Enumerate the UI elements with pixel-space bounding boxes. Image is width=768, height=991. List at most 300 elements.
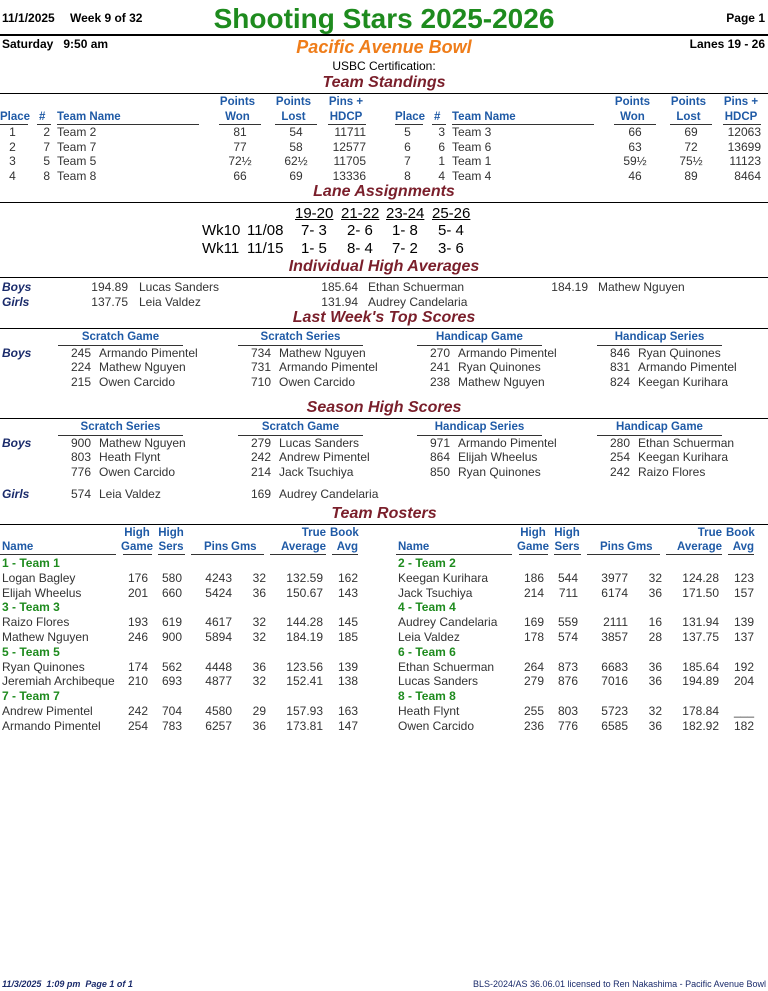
score-value: 279 (250, 436, 271, 450)
high-game-cell: 242 (127, 704, 148, 718)
bowler-name: Armando Pimentel (638, 360, 737, 375)
pins-cell: 2111 (603, 615, 628, 630)
true-average-cell: 185.64 (682, 659, 719, 674)
player-name: Mathew Nguyen (2, 630, 89, 644)
pins-cell: 5723 (601, 704, 628, 718)
average-value: 184.19 (551, 280, 588, 294)
col-pins-header: HDCP (724, 111, 758, 123)
score-value: 776 (70, 464, 91, 479)
col-book-avg-header: Book (330, 527, 359, 539)
bowler-name: Mathew Nguyen (99, 360, 186, 375)
true-average-cell: 194.89 (682, 674, 719, 689)
score-value: 242 (250, 450, 271, 465)
category-header: Scratch Series (260, 331, 341, 343)
score-value: 241 (429, 360, 450, 375)
day-time: Saturday 9:50 am (2, 37, 109, 51)
column-underline (158, 554, 185, 555)
book-average-cell: 137 (733, 630, 754, 644)
bowler-name: Elijah Wheelus (458, 450, 538, 465)
bowler-name: Ethan Schuerman (638, 436, 735, 450)
bowler-name: Keegan Kurihara (638, 450, 729, 465)
bowler-name: Armando Pimentel (458, 346, 557, 360)
points-lost-cell: 75½ (679, 154, 703, 168)
col-pins-header: Pins (204, 541, 229, 553)
lane-pair-header: 21-22 (341, 205, 380, 222)
true-average-cell: 131.94 (682, 615, 719, 630)
place-cell: 1 (9, 125, 16, 139)
col-high-game-header: Game (517, 541, 549, 553)
true-average-cell: 124.28 (682, 570, 719, 585)
col-high-series-header: Sers (554, 541, 580, 553)
last-week-rule (0, 328, 768, 329)
book-average-cell: 145 (337, 615, 358, 630)
column-underline (191, 554, 264, 555)
col-high-game-header: High (124, 527, 150, 539)
col-games-header: Gms (627, 541, 653, 553)
col-high-series-header: Sers (158, 541, 184, 553)
score-value: 864 (429, 450, 450, 465)
book-average-cell: 143 (337, 585, 358, 600)
col-team-header: Team Name (57, 111, 121, 123)
lane-pair-header: 19-20 (295, 205, 334, 222)
column-underline (0, 554, 116, 555)
high-game-cell: 186 (523, 570, 544, 585)
true-average-cell: 184.19 (286, 630, 323, 644)
player-name: Heath Flynt (398, 704, 460, 718)
place-cell: 8 (404, 168, 411, 183)
col-won-header: Points (219, 96, 256, 108)
lanes-rule (0, 202, 768, 203)
bowler-name: Armando Pimentel (279, 360, 378, 375)
lanes-range: Lanes 19 - 26 (689, 37, 765, 51)
team-name-cell: Team 3 (452, 125, 492, 139)
high-game-cell: 210 (127, 674, 148, 689)
girls-label: Girls (2, 295, 30, 309)
player-name: Andrew Pimentel (2, 704, 93, 718)
team-heading: 8 - Team 8 (398, 689, 456, 704)
player-name: Jeremiah Archibeque (2, 674, 115, 689)
games-cell: 32 (252, 570, 266, 585)
true-average-cell: 182.92 (682, 718, 719, 733)
team-name-cell: Team 6 (452, 139, 492, 154)
pins-cell: 4448 (205, 659, 232, 674)
col-true-avg-header: Average (281, 541, 326, 553)
points-lost-cell: 89 (684, 168, 698, 183)
bowler-name: Raizo Flores (638, 464, 706, 479)
high-game-cell: 254 (127, 718, 148, 733)
points-won-cell: 63 (628, 139, 642, 154)
team-num-cell: 1 (438, 154, 445, 168)
report-date: 11/1/2025 (2, 11, 55, 25)
true-average-cell: 137.75 (682, 630, 719, 644)
standings-rule (0, 93, 768, 94)
points-lost-cell: 58 (289, 139, 303, 154)
games-cell: 32 (648, 570, 662, 585)
col-book-avg-header: Avg (732, 541, 754, 553)
true-average-cell: 150.67 (286, 585, 323, 600)
player-name: Audrey Candelaria (398, 615, 498, 630)
player-name: Lucas Sanders (398, 674, 479, 689)
high-game-cell: 174 (127, 659, 148, 674)
bowler-name: Lucas Sanders (279, 436, 360, 450)
book-average-cell: 138 (337, 674, 358, 689)
team-heading: 5 - Team 5 (2, 644, 60, 659)
book-average-cell: 157 (733, 585, 754, 600)
high-series-cell: 562 (161, 659, 182, 674)
col-games-header: Gms (231, 541, 257, 553)
book-average-cell: 162 (337, 570, 358, 585)
pins-cell: 6174 (601, 585, 628, 600)
col-pins-header: Pins + (723, 96, 759, 108)
matchup-cell: 1- 8 (392, 222, 418, 239)
games-cell: 36 (648, 659, 662, 674)
average-value: 131.94 (321, 295, 358, 309)
score-value: 254 (609, 450, 630, 465)
pins-cell: 5424 (205, 585, 232, 600)
team-heading: 6 - Team 6 (398, 644, 456, 659)
season-title: Season High Scores (306, 399, 462, 416)
league-title: Shooting Stars 2025-2026 (213, 3, 555, 34)
score-value: 270 (429, 346, 450, 360)
place-cell: 6 (404, 139, 411, 154)
team-num-cell: 3 (438, 125, 445, 139)
high-series-cell: 574 (557, 630, 578, 644)
score-value: 850 (429, 464, 450, 479)
player-name: Elijah Wheelus (2, 585, 82, 600)
col-team-header: Team Name (452, 111, 516, 123)
games-cell: 29 (252, 704, 266, 718)
footer-printed: 11/3/2025 1:09 pm Page 1 of 1 (2, 979, 133, 989)
score-value: 215 (70, 374, 91, 389)
points-won-cell: 66 (628, 125, 642, 139)
high-game-cell: 236 (523, 718, 544, 733)
column-underline (666, 554, 722, 555)
lanes-title: Lane Assignments (313, 183, 455, 200)
score-value: 280 (609, 436, 630, 450)
pins-hdcp-cell: 13699 (727, 139, 761, 154)
bowler-name: Leia Valdez (99, 487, 161, 501)
book-average-cell: 139 (337, 659, 358, 674)
column-underline (728, 554, 754, 555)
games-cell: 36 (252, 659, 266, 674)
points-lost-cell: 54 (289, 125, 303, 139)
venue-name: Pacific Avenue Bowl (296, 37, 472, 57)
col-lost-header: Lost (281, 111, 306, 123)
week-label: Wk11 (202, 240, 240, 257)
col-won-header: Points (614, 96, 651, 108)
col-num-header: # (39, 111, 46, 123)
team-heading: 7 - Team 7 (2, 689, 60, 704)
pins-cell: 4243 (205, 570, 232, 585)
games-cell: 32 (252, 630, 266, 644)
pins-hdcp-cell: 12063 (727, 125, 761, 139)
high-series-cell: 693 (161, 674, 182, 689)
high-series-cell: 873 (557, 659, 578, 674)
category-header: Handicap Game (436, 331, 523, 343)
col-won-header: Won (620, 111, 645, 123)
average-value: 185.64 (321, 280, 358, 294)
rosters-rule (0, 524, 768, 525)
averages-rule (0, 277, 768, 278)
high-series-cell: 783 (161, 718, 182, 733)
games-cell: 36 (252, 585, 266, 600)
player-name: Jack Tsuchiya (398, 585, 473, 600)
player-name: Raizo Flores (2, 615, 70, 630)
high-series-cell: 876 (557, 674, 578, 689)
team-name-cell: Team 4 (452, 168, 492, 183)
true-average-cell: 132.59 (286, 570, 323, 585)
matchup-cell: 7- 2 (392, 240, 418, 257)
girls-label: Girls (2, 487, 30, 501)
true-average-cell: 152.41 (286, 674, 323, 689)
col-lost-header: Points (275, 96, 312, 108)
team-num-cell: 6 (438, 139, 445, 154)
true-average-cell: 144.28 (286, 615, 323, 630)
footer-license: BLS-2024/AS 36.06.01 licensed to Ren Nakashima - Pacific Avenue Bowl (472, 979, 766, 989)
points-won-cell: 59½ (623, 154, 647, 168)
team-num-cell: 2 (43, 125, 50, 139)
page-number: Page 1 (726, 11, 765, 25)
player-name: Armando Pimentel (2, 718, 101, 733)
score-value: 803 (70, 450, 91, 465)
pins-cell: 3857 (601, 630, 628, 644)
pins-cell: 4617 (205, 615, 232, 630)
column-underline (587, 554, 660, 555)
points-lost-cell: 72 (684, 139, 698, 154)
col-won-header: Won (225, 111, 250, 123)
column-underline (270, 554, 326, 555)
score-value: 169 (250, 487, 271, 501)
matchup-cell: 3- 6 (438, 240, 464, 257)
place-cell: 5 (404, 125, 411, 139)
points-lost-cell: 69 (684, 125, 698, 139)
pins-hdcp-cell: 11711 (334, 125, 366, 139)
score-value: 245 (70, 346, 91, 360)
col-book-avg-header: Avg (336, 541, 358, 553)
true-average-cell: 173.81 (286, 718, 323, 733)
book-average-cell: 139 (733, 615, 754, 630)
place-cell: 2 (9, 139, 16, 154)
col-num-header: # (434, 111, 441, 123)
pins-hdcp-cell: 11123 (729, 154, 761, 168)
bowler-name: Lucas Sanders (139, 280, 220, 294)
place-cell: 3 (9, 154, 16, 168)
team-heading: 3 - Team 3 (2, 600, 60, 615)
team-num-cell: 8 (43, 168, 50, 183)
average-value: 194.89 (91, 280, 128, 294)
category-header: Scratch Series (80, 421, 161, 433)
pins-cell: 4877 (205, 674, 232, 689)
bowler-name: Audrey Candelaria (279, 487, 379, 501)
player-name: Ryan Quinones (2, 659, 85, 674)
column-underline (123, 554, 152, 555)
bowler-name: Mathew Nguyen (99, 436, 186, 450)
week-label: Week 9 of 32 (70, 11, 143, 25)
games-cell: 36 (252, 718, 266, 733)
high-game-cell: 201 (127, 585, 148, 600)
player-name: Keegan Kurihara (398, 570, 489, 585)
book-average-cell: 147 (337, 718, 358, 733)
pins-hdcp-cell: 13336 (332, 168, 366, 183)
high-game-cell: 246 (127, 630, 148, 644)
games-cell: 16 (648, 615, 662, 630)
pins-cell: 3977 (601, 570, 628, 585)
points-lost-cell: 62½ (284, 154, 308, 168)
bowler-name: Owen Carcido (99, 464, 176, 479)
points-won-cell: 66 (233, 168, 247, 183)
player-name: Logan Bagley (2, 570, 76, 585)
book-average-cell: 204 (733, 674, 754, 689)
col-pins-header: Pins + (328, 96, 364, 108)
col-pins-header: HDCP (329, 111, 363, 123)
bowler-name: Mathew Nguyen (458, 374, 545, 389)
score-value: 731 (250, 360, 271, 375)
true-average-cell: 157.93 (286, 704, 323, 718)
bowler-name: Owen Carcido (279, 374, 356, 389)
col-true-avg-header: True (301, 527, 326, 539)
bowler-name: Audrey Candelaria (368, 295, 468, 309)
high-series-cell: 900 (161, 630, 182, 644)
col-place-header: Place (0, 111, 31, 123)
team-heading: 1 - Team 1 (2, 556, 60, 570)
boys-label: Boys (2, 346, 32, 360)
points-won-cell: 46 (628, 168, 642, 183)
col-true-avg-header: Average (677, 541, 722, 553)
team-heading: 4 - Team 4 (398, 600, 456, 615)
matchup-cell: 2- 6 (347, 222, 373, 239)
high-series-cell: 580 (161, 570, 182, 585)
high-game-cell: 279 (523, 674, 544, 689)
bowler-name: Armando Pimentel (99, 346, 198, 360)
high-series-cell: 704 (161, 704, 182, 718)
pins-cell: 6683 (601, 659, 628, 674)
col-lost-header: Points (670, 96, 707, 108)
bowler-name: Jack Tsuchiya (279, 464, 354, 479)
category-header: Handicap Series (434, 421, 525, 433)
score-value: 900 (70, 436, 91, 450)
games-cell: 28 (648, 630, 662, 644)
column-underline (332, 554, 358, 555)
column-underline (396, 554, 512, 555)
true-average-cell: 171.50 (682, 585, 719, 600)
col-name-header: Name (398, 541, 430, 553)
high-game-cell: 178 (523, 630, 544, 644)
true-average-cell: 123.56 (286, 659, 323, 674)
player-name: Owen Carcido (398, 718, 475, 733)
matchup-cell: 1- 5 (301, 240, 327, 257)
bowler-name: Heath Flynt (99, 450, 161, 465)
team-num-cell: 4 (438, 168, 445, 183)
games-cell: 32 (648, 704, 662, 718)
average-value: 137.75 (91, 295, 128, 309)
high-series-cell: 544 (557, 570, 578, 585)
col-high-game-header: Game (121, 541, 153, 553)
matchup-cell: 8- 4 (347, 240, 373, 257)
col-lost-header: Lost (676, 111, 701, 123)
col-high-series-header: High (158, 527, 184, 539)
games-cell: 32 (252, 674, 266, 689)
player-name: Leia Valdez (398, 630, 460, 644)
bowler-name: Ryan Quinones (638, 346, 721, 360)
col-high-game-header: High (520, 527, 546, 539)
score-value: 971 (429, 436, 450, 450)
col-place-header: Place (395, 111, 426, 123)
col-book-avg-header: Book (726, 527, 755, 539)
averages-title: Individual High Averages (288, 258, 480, 275)
team-name-cell: Team 5 (57, 154, 97, 168)
high-game-cell: 214 (523, 585, 544, 600)
place-cell: 4 (9, 168, 16, 183)
team-name-cell: Team 1 (452, 154, 492, 168)
score-value: 214 (250, 464, 271, 479)
score-value: 238 (429, 374, 450, 389)
pins-hdcp-cell: 12577 (332, 139, 366, 154)
week-date: 11/15 (247, 240, 284, 257)
high-series-cell: 660 (161, 585, 182, 600)
book-average-cell: ___ (733, 704, 754, 718)
standings-title: Team Standings (322, 74, 446, 91)
bowler-name: Leia Valdez (139, 295, 201, 309)
score-value: 734 (250, 346, 271, 360)
high-series-cell: 619 (161, 615, 182, 630)
column-underline (554, 554, 581, 555)
team-name-cell: Team 2 (57, 125, 97, 139)
pins-cell: 5894 (205, 630, 232, 644)
bowler-name: Ethan Schuerman (368, 280, 465, 294)
bowler-name: Mathew Nguyen (598, 280, 685, 294)
high-series-cell: 711 (558, 585, 578, 600)
rosters-title: Team Rosters (331, 505, 437, 522)
team-name-cell: Team 8 (57, 168, 97, 183)
pins-cell: 7016 (601, 674, 628, 689)
bowler-name: Andrew Pimentel (279, 450, 370, 465)
points-won-cell: 72½ (228, 154, 252, 168)
header-rule (0, 34, 768, 36)
bowler-name: Armando Pimentel (458, 436, 557, 450)
points-won-cell: 77 (233, 139, 247, 154)
score-value: 846 (609, 346, 630, 360)
score-value: 242 (609, 464, 630, 479)
score-value: 574 (70, 487, 91, 501)
matchup-cell: 7- 3 (301, 222, 327, 239)
pins-cell: 4580 (205, 704, 232, 718)
team-heading: 2 - Team 2 (398, 556, 456, 570)
book-average-cell: 163 (337, 704, 358, 718)
true-average-cell: 178.84 (682, 704, 719, 718)
book-average-cell: 123 (733, 570, 754, 585)
games-cell: 36 (648, 585, 662, 600)
score-value: 710 (250, 374, 271, 389)
games-cell: 36 (648, 674, 662, 689)
player-name: Ethan Schuerman (398, 659, 495, 674)
team-num-cell: 5 (43, 154, 50, 168)
book-average-cell: 192 (733, 659, 754, 674)
column-underline (519, 554, 548, 555)
high-game-cell: 264 (523, 659, 544, 674)
place-cell: 7 (404, 154, 411, 168)
category-header: Scratch Game (81, 331, 160, 343)
score-value: 224 (70, 360, 91, 375)
book-average-cell: 182 (733, 718, 754, 733)
week-date: 11/08 (247, 222, 284, 239)
pins-cell: 6585 (601, 718, 628, 733)
high-game-cell: 255 (523, 704, 544, 718)
category-header: Scratch Game (261, 421, 340, 433)
matchup-cell: 5- 4 (438, 222, 464, 239)
col-pins-header: Pins (600, 541, 625, 553)
pins-hdcp-cell: 11705 (333, 154, 366, 168)
bowler-name: Ryan Quinones (458, 464, 541, 479)
